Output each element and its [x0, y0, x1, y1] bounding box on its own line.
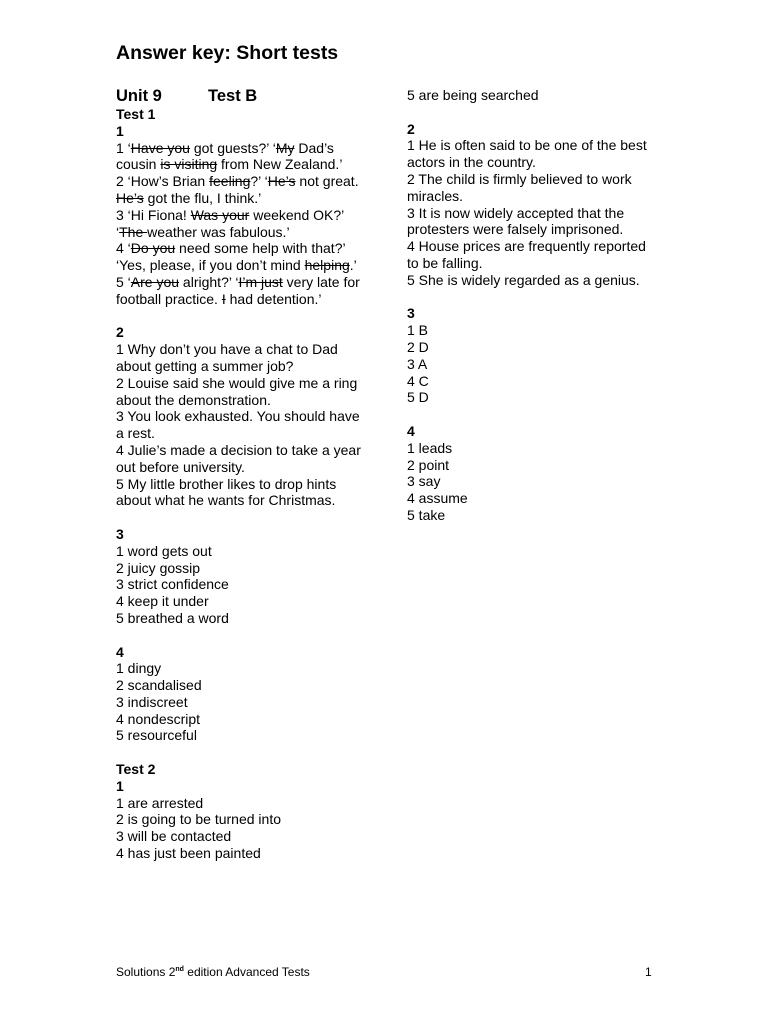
section-3-number: 3 — [116, 525, 124, 542]
test2-answer-1-1: 1 are arrested — [116, 794, 204, 811]
answer-4-3: 3 indiscreet — [116, 693, 188, 710]
test2-answer-2-1: 1 He is often said to be one of the best actors in the country. — [407, 137, 647, 171]
answer-2-3: 3 You look exhausted. You should have a rest. — [116, 408, 360, 442]
answer-2-1: 1 Why don’t you have a chat to Dad about getting a summer job? — [116, 341, 338, 374]
test2-answer-3-1: 1 B — [407, 322, 429, 339]
answer-2-4: 4 Julie’s made a decision to take a year out before university. — [116, 441, 361, 475]
answer-1-2: 2 ‘How’s Brian feeling?’ ‘He’s not great. He’s got the flu, I think.’ — [116, 173, 359, 206]
answer-3-2: 2 juicy gossip — [116, 559, 201, 576]
section-4-number: 4 — [116, 643, 124, 660]
answer-3-1: 1 word gets out — [116, 542, 212, 559]
left-column — [116, 86, 368, 862]
test2-answer-4-3: 3 say — [407, 473, 441, 490]
answer-2-5: 5 My little brother likes to drop hints about what he wants for Christmas. — [116, 475, 337, 509]
test2-answer-2-2: 2 The child is firmly believed to work miracles. — [407, 170, 632, 204]
unit-label: Unit 9 — [116, 87, 162, 105]
test2-answer-3-3: 3 A — [407, 355, 428, 372]
answer-4-5: 5 resourceful — [116, 727, 197, 744]
right-column — [407, 87, 657, 524]
test2-answer-2-3: 3 It is now widely accepted that the protesters were falsely imprisoned. — [407, 204, 625, 238]
test2-answer-4-4: 4 assume — [407, 490, 468, 507]
page-number: 1 — [645, 965, 652, 979]
test-2-label: Test 2 — [116, 761, 156, 778]
test2-answer-1-4: 4 has just been painted — [116, 845, 261, 862]
answer-2-2: 2 Louise said she would give me a ring about the demonstration. — [116, 374, 358, 408]
section-2-number: 2 — [116, 324, 124, 341]
unit-heading — [116, 86, 368, 106]
test2-section-1-number: 1 — [116, 777, 124, 794]
footer-title: Solutions 2nd edition Advanced Tests — [116, 965, 310, 979]
answer-1-5: 5 ‘Are you alright?’ ‘I’m just very late for football practice. I had detention.’ — [116, 273, 360, 307]
test-1-label: Test 1 — [116, 106, 156, 122]
test2-answer-1-3: 3 will be contacted — [116, 828, 232, 845]
test2-answer-4-5: 5 take — [407, 506, 446, 523]
test2-answer-4-1: 1 leads — [407, 439, 453, 456]
answer-3-5: 5 breathed a word — [116, 609, 229, 626]
test2-answer-3-4: 4 C — [407, 372, 429, 389]
test2-answer-3-2: 2 D — [407, 338, 429, 355]
test2-answer-2-5: 5 She is widely regarded as a genius. — [407, 271, 640, 288]
test2-answer-3-5: 5 D — [407, 389, 429, 406]
test2-answer-2-4: 4 House prices are frequently reported to be falling. — [407, 238, 646, 271]
test2-answer-1-2: 2 is going to be turned into — [116, 811, 282, 828]
test-heading: Test B — [208, 87, 258, 105]
test2-answer-4-2: 2 point — [407, 456, 450, 473]
test2-section-4-number: 4 — [407, 422, 415, 439]
answer-1-4: 4 ‘Do you need some help with that?’ ‘Yes, please, if you don’t mind helping.’ — [116, 240, 357, 274]
answer-4-4: 4 nondescript — [116, 710, 201, 727]
test2-section-2-number: 2 — [407, 120, 415, 137]
answer-1-1: 1 ‘Have you got guests?’ ‘My Dad’s cousin is visiting from New Zealand.’ — [116, 139, 343, 173]
answer-4-1: 1 dingy — [116, 660, 162, 677]
answer-3-4: 4 keep it under — [116, 593, 209, 610]
answer-4-2: 2 scandalised — [116, 677, 202, 694]
answer-1-3: 3 ‘Hi Fiona! Was your weekend OK?’ ‘The weather was fabulous.’ — [116, 206, 344, 240]
test2-answer-1-5: 5 are being searched — [407, 87, 539, 103]
page-title: Answer key: Short tests — [116, 42, 339, 64]
section-1-number: 1 — [116, 122, 124, 139]
answer-3-3: 3 strict confidence — [116, 576, 229, 593]
test2-section-3-number: 3 — [407, 305, 415, 322]
